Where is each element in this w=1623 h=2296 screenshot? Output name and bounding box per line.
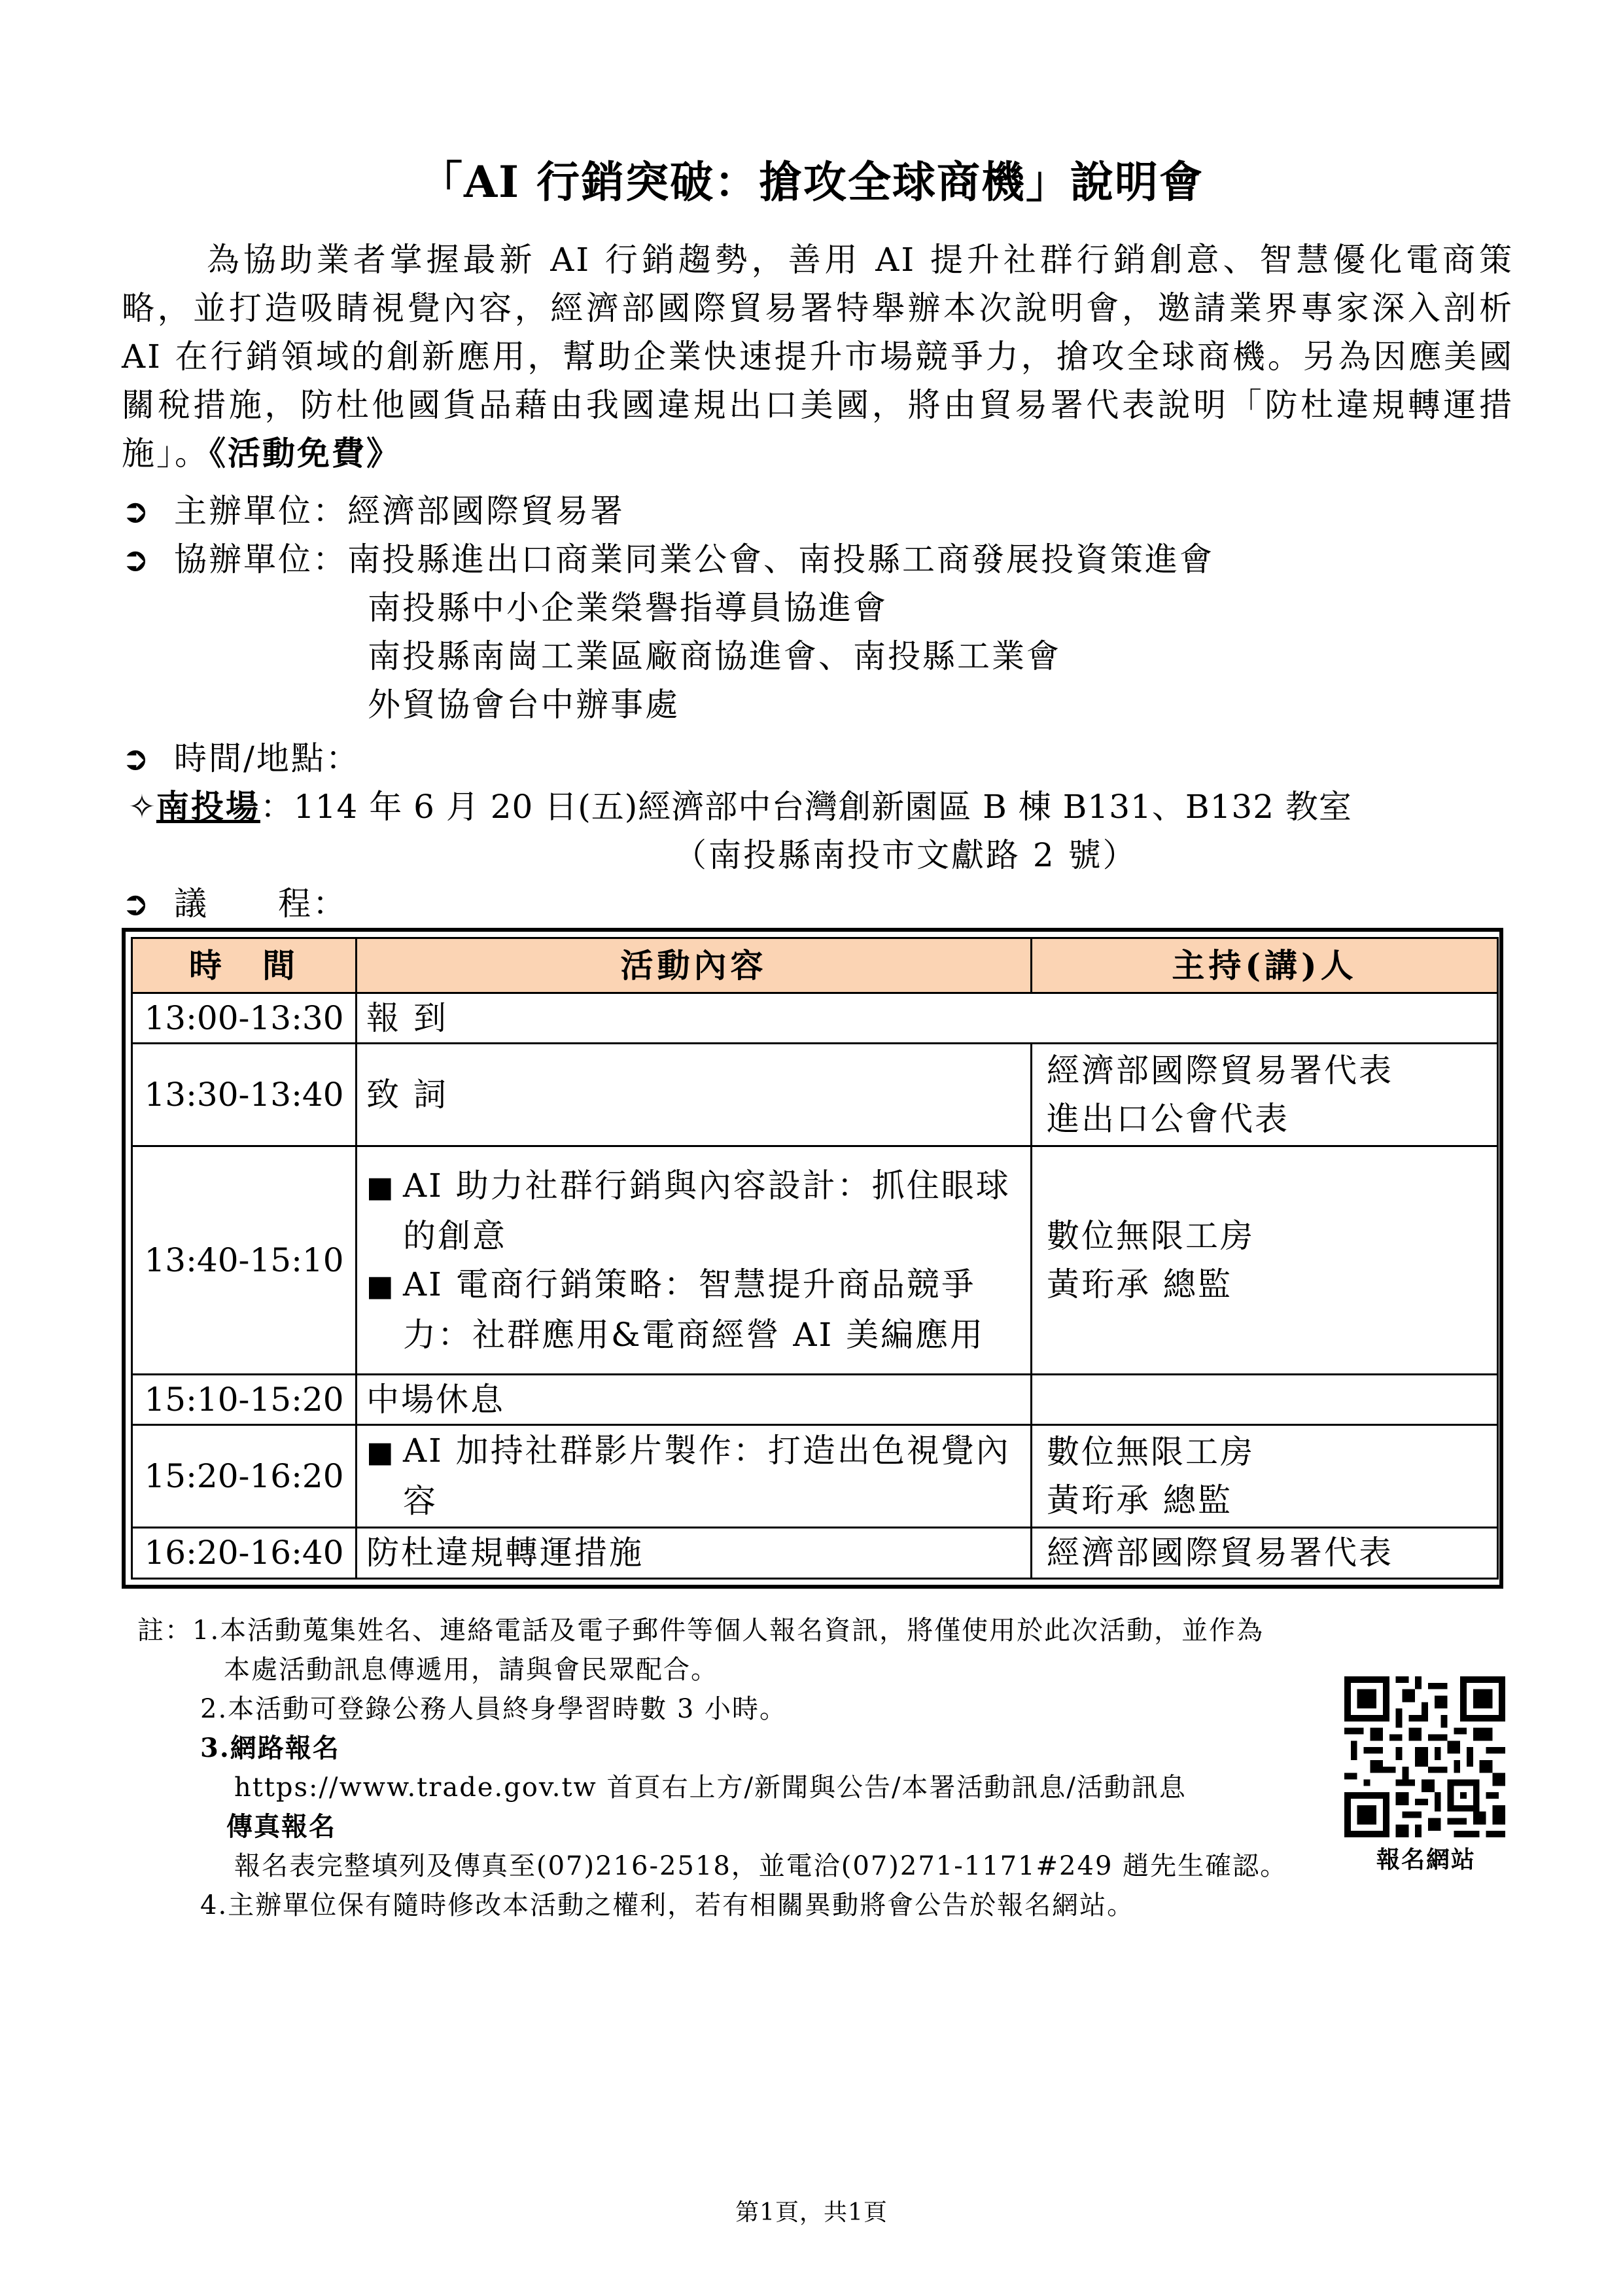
row-host (1032, 1425, 1498, 1527)
row-time: 13:40-15:10 (132, 1146, 357, 1374)
table-row (132, 1146, 1498, 1374)
header-host: 主持(講)人 (1032, 938, 1498, 993)
table-row (132, 1527, 1498, 1578)
fax-registration-label: 傳真報名 (226, 1811, 336, 1842)
organizer-line (122, 487, 625, 535)
registration-url[interactable]: https://www.trade.gov.tw 首頁右上方/新聞與公告/本署活動訊息/活動訊息 (234, 1773, 1187, 1803)
row-content (357, 1146, 1032, 1374)
free-event-note: 《活動免費》 (209, 434, 401, 472)
row-host (1032, 1146, 1498, 1374)
note-1-continued: 本處活動訊息傳遞用，請與會民眾配合。 (224, 1655, 718, 1685)
header-time: 時 間 (132, 938, 357, 993)
co-organizer-label: 協辦單位： (174, 540, 347, 578)
row-content: 致 詞 (357, 1044, 1032, 1146)
table-row (132, 1375, 1498, 1425)
time-venue-line (122, 734, 360, 783)
fax-registration-text: 報名表完整填列及傳真至(07)216-2518，並電洽(07)271-1171#249 趙先生確認。 (234, 1851, 1288, 1881)
row-host (1032, 1375, 1498, 1425)
agenda-label: 議 程： (174, 885, 347, 923)
arrow-bullet-icon: ➲ (122, 885, 149, 923)
registration-qr-code-icon[interactable] (1344, 1676, 1505, 1837)
co-organizer-value: 南投縣進出口商業同業公會、南投縣工商發展投資策進會 (347, 540, 1214, 578)
agenda-item: ■ AI 電商行銷策略：智慧提升商品競爭力：社群應用&電商經營 AI 美編應用 (366, 1260, 1021, 1359)
square-bullet-icon: ■ (366, 1436, 396, 1470)
time-venue-label: 時間/地點： (174, 739, 360, 777)
venue-detail: ：114 年 6 月 20 日(五)經濟部中台灣創新園區 B 棟 B131、B132 教室 (260, 788, 1352, 826)
host-line: 黃珩承 總監 (1047, 1481, 1232, 1519)
co-organizer-line (122, 535, 1214, 584)
row-content (357, 1425, 1032, 1527)
host-line: 經濟部國際貿易署代表 (1047, 1051, 1393, 1090)
table-row (132, 1425, 1498, 1527)
row-time: 15:10-15:20 (132, 1375, 357, 1425)
host-line: 進出口公會代表 (1047, 1100, 1289, 1139)
agenda-line (122, 879, 347, 928)
notes-section (137, 1611, 1511, 1925)
venue-name: 南投場 (156, 787, 260, 826)
table-header-row (132, 938, 1498, 993)
row-content: 報 到 (357, 993, 1498, 1044)
row-time: 15:20-16:20 (132, 1425, 357, 1527)
agenda-item: ■ AI 加持社群影片製作：打造出色視覺內容 (366, 1426, 1021, 1525)
row-host (1032, 1527, 1498, 1578)
host-line: 黃珩承 總監 (1047, 1265, 1232, 1303)
organizer-label: 主辦單位： (174, 492, 347, 530)
header-content: 活動內容 (357, 938, 1032, 993)
co-organizer-item: 南投縣中小企業榮譽指導員協進會 (368, 589, 888, 627)
page-footer: 第1頁，共1頁 (735, 2199, 888, 2226)
note-3-online-registration: 3.網路報名 (200, 1733, 340, 1763)
row-content: 中場休息 (357, 1375, 1032, 1425)
agenda-table-frame (122, 928, 1503, 1589)
venue-address: （南投縣南投市文獻路 2 號） (674, 836, 1138, 874)
row-host (1032, 1044, 1498, 1146)
arrow-bullet-icon: ➲ (122, 540, 149, 578)
agenda-item: ■ AI 助力社群行銷與內容設計：抓住眼球的創意 (366, 1161, 1021, 1260)
arrow-bullet-icon: ➲ (122, 492, 149, 530)
host-line: 數位無限工房 (1047, 1432, 1255, 1471)
table-row (132, 1044, 1498, 1146)
square-bullet-icon: ■ (366, 1269, 396, 1303)
sparkle-icon: ✧ (128, 788, 156, 826)
host-line: 經濟部國際貿易署代表 (1047, 1534, 1393, 1572)
note-4: 4.主辦單位保有隨時修改本活動之權利，若有相關異動將會公告於報名網站。 (200, 1890, 1135, 1920)
intro-text: 為協助業者掌握最新 AI 行銷趨勢，善用 AI 提升社群行銷創意、智慧優化電商策略，並打造吸睛視覺內容，經濟部國際貿易署特舉辦本次說明會，邀請業界專家深入剖析 AI 在行銷領域的創新應用，幫助企業快速提升市場競爭力，搶攻全球商機。另為因應美國關稅措施，防杜他國貨品藉由我國違規出口美國，將由貿易署代表說明「防杜違規轉運措施」。 (122, 241, 1514, 472)
arrow-bullet-icon: ➲ (122, 739, 149, 777)
co-organizer-item: 南投縣南崗工業區廠商協進會、南投縣工業會 (368, 637, 1061, 675)
host-line: 數位無限工房 (1047, 1216, 1255, 1255)
note-1: 註：1.本活動蒐集姓名、連絡電話及電子郵件等個人報名資訊，將僅使用於此次活動，並作為 (137, 1616, 1265, 1646)
organizer-value: 經濟部國際貿易署 (347, 492, 625, 530)
venue-line (128, 783, 1352, 831)
row-content: 防杜違規轉運措施 (357, 1527, 1032, 1578)
table-row (132, 993, 1498, 1044)
agenda-table (131, 937, 1499, 1580)
co-organizer-item: 外貿協會台中辦事處 (368, 686, 680, 724)
row-time: 13:00-13:30 (132, 993, 357, 1044)
row-time: 13:30-13:40 (132, 1044, 357, 1146)
note-2: 2.本活動可登錄公務人員終身學習時數 3 小時。 (200, 1694, 788, 1724)
document-title: 「AI 行銷突破：搶攻全球商機」說明會 (419, 156, 1204, 207)
qr-code-label: 報名網站 (1376, 1846, 1476, 1873)
square-bullet-icon: ■ (366, 1170, 396, 1204)
row-time: 16:20-16:40 (132, 1527, 357, 1578)
intro-paragraph (122, 236, 1514, 478)
